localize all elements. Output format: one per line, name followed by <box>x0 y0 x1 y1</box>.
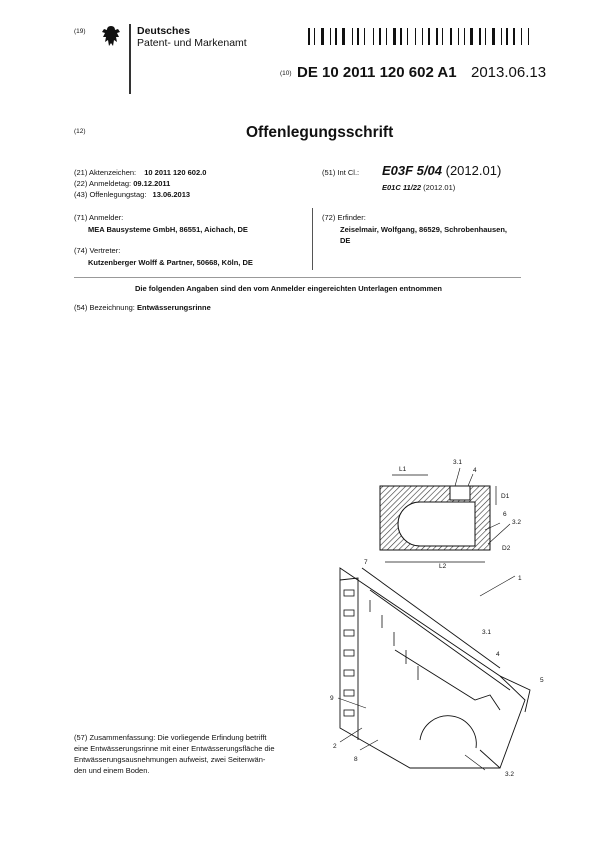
applicant-label: Anmelder: <box>89 213 124 222</box>
code-72: (72) <box>322 213 336 222</box>
code-22: (22) <box>74 179 88 188</box>
application-number-value: 10 2011 120 602.0 <box>144 168 207 177</box>
federal-eagle-logo <box>100 24 122 52</box>
ipc-secondary-class: E01C 11/22 <box>382 183 422 192</box>
barcode-bar <box>479 28 481 45</box>
document-type-title: Offenlegungsschrift <box>246 124 394 141</box>
ipc-secondary-row <box>382 183 455 192</box>
barcode-bar <box>454 28 455 45</box>
barcode-bar <box>321 28 324 45</box>
filing-date-label: Anmeldetag: <box>89 179 132 188</box>
barcode-bar <box>308 28 310 45</box>
barcode-bar <box>528 28 529 45</box>
barcode-bar <box>458 28 459 45</box>
abstract-line1-text: Die vorliegende Erfindung betrifft <box>157 733 267 742</box>
barcode-bar <box>446 28 449 45</box>
barcode-bar <box>460 28 462 45</box>
biblio-column-divider <box>312 208 313 270</box>
barcode-bar <box>475 28 476 45</box>
ipc-secondary-year: (2012.01) <box>423 183 456 192</box>
code-54: (54) <box>74 303 88 312</box>
barcode-bar <box>517 28 518 45</box>
barcode-bar <box>384 28 385 45</box>
barcode-bar <box>311 28 312 45</box>
barcode-bar <box>389 28 390 45</box>
barcode-bar <box>503 28 504 45</box>
barcode-bar <box>415 28 416 45</box>
label-3-1-mid: 3.1 <box>482 629 492 636</box>
label-5: 5 <box>540 677 544 684</box>
barcode-bar <box>373 28 374 45</box>
barcode-bar <box>489 28 491 45</box>
barcode-bar <box>521 28 522 45</box>
label-7: 7 <box>364 559 368 566</box>
application-number-row <box>74 168 206 177</box>
ipc-main-row <box>382 163 501 178</box>
barcode-bar <box>386 28 387 45</box>
barcode-bar <box>326 28 327 45</box>
label-8: 8 <box>354 756 358 763</box>
abstract-line1 <box>74 732 308 743</box>
code-19: (19) <box>74 28 86 35</box>
barcode-bar <box>352 28 353 45</box>
logo-flag-bar <box>129 24 131 94</box>
filing-date-value: 09.12.2011 <box>133 179 171 188</box>
barcode-bar <box>364 28 365 45</box>
label-4-mid: 4 <box>496 651 500 658</box>
publication-date: 2013.06.13 <box>471 64 547 81</box>
barcode-bar <box>482 28 483 45</box>
designation-value: Entwässerungsrinne <box>136 303 211 312</box>
applicant-value: MEA Bausysteme GmbH, 86551, Aichach, DE <box>88 225 248 234</box>
barcode-bar <box>428 28 430 45</box>
label-9: 9 <box>330 695 334 702</box>
publication-date-row <box>74 190 190 199</box>
barcode-bar <box>314 28 315 45</box>
barcode-bar <box>442 28 443 45</box>
patent-drawing <box>300 450 560 790</box>
label-3-2-top: 3.2 <box>512 519 522 526</box>
barcode-bar <box>492 28 495 45</box>
barcode-bar <box>354 28 355 45</box>
label-2: 2 <box>333 743 337 750</box>
ipc-main-class: E03F 5/04 <box>382 163 442 178</box>
barcode-bar <box>436 28 438 45</box>
applicant-notice: Die folgenden Angaben sind den vom Anmelder eingereichten Unterlagen entnommen <box>135 284 442 293</box>
designation-label: Bezeichnung: <box>89 303 135 312</box>
barcode-bar <box>318 28 320 45</box>
barcode-bar <box>532 28 534 45</box>
barcode-bar <box>407 28 408 45</box>
label-d2: D2 <box>502 545 511 552</box>
application-number-label: Aktenzeichen: <box>89 168 137 177</box>
label-3-1-top: 3.1 <box>453 459 463 466</box>
barcode-bar <box>410 28 412 45</box>
barcode-bar <box>330 28 331 45</box>
barcode-bar <box>417 28 420 45</box>
label-3-2-bottom: 3.2 <box>505 771 515 778</box>
abstract-block <box>74 732 308 776</box>
barcode-bar <box>405 28 406 45</box>
barcode-bar <box>497 28 498 45</box>
ipc-main-year: (2012.01) <box>445 163 502 178</box>
inventor-header <box>322 213 366 222</box>
barcode-bar <box>379 28 381 45</box>
barcode-bar <box>335 28 337 45</box>
designation-row <box>74 303 211 312</box>
channel-isometric-view <box>338 568 530 770</box>
barcode-bar <box>450 28 452 45</box>
office-name-line1: Deutsches <box>137 25 191 37</box>
barcode-bar <box>367 28 370 45</box>
barcode-bar <box>332 28 333 45</box>
code-21: (21) <box>74 168 88 177</box>
code-12: (12) <box>74 128 86 135</box>
code-57: (57) <box>74 733 88 742</box>
inventor-value-line1: Zeiselmair, Wolfgang, 86529, Schrobenhausen, <box>340 225 507 234</box>
label-l1: L1 <box>399 466 407 473</box>
barcode-bar <box>511 28 512 45</box>
barcode-bar <box>485 28 486 45</box>
document-barcode <box>308 28 550 45</box>
representative-header <box>74 246 120 255</box>
barcode-bar <box>501 28 502 45</box>
representative-value: Kutzenberger Wolff & Partner, 50668, Köln, DE <box>88 258 253 267</box>
barcode-bar <box>342 28 345 45</box>
publication-date-label: Offenlegungstag: <box>89 190 147 199</box>
inventor-value-line2: DE <box>340 236 351 245</box>
label-d1: D1 <box>501 493 510 500</box>
cross-section-detail <box>380 468 510 562</box>
ipc-label: Int Cl.: <box>337 168 360 177</box>
code-74: (74) <box>74 246 88 255</box>
barcode-bar <box>432 28 433 45</box>
barcode-bar <box>426 28 427 45</box>
barcode-bar <box>357 28 359 45</box>
notice-rule <box>74 277 521 278</box>
barcode-bar <box>347 28 349 45</box>
office-name-line2: Patent- und Markenamt <box>137 37 247 49</box>
barcode-bar <box>393 28 396 45</box>
abstract-line2: eine Entwässerungsrinne mit einer Entwässerungsfläche die <box>74 744 275 753</box>
barcode-bar <box>506 28 508 45</box>
label-4-top: 4 <box>473 467 477 474</box>
barcode-bar <box>362 28 363 45</box>
barcode-bar <box>340 28 341 45</box>
abstract-line3: Entwässerungsausnehmungen aufweist, zwei Seitenwän- <box>74 755 266 764</box>
abstract-label: Zusammenfassung: <box>89 733 156 742</box>
applicant-header <box>74 213 123 222</box>
barcode-bar <box>422 28 423 45</box>
label-l2: L2 <box>439 563 447 570</box>
code-10: (10) <box>280 70 292 77</box>
barcode-bar <box>523 28 526 45</box>
barcode-bar <box>375 28 377 45</box>
abstract-line4: den und einem Boden. <box>74 766 150 775</box>
code-71: (71) <box>74 213 88 222</box>
publication-number: DE 10 2011 120 602 A1 <box>297 64 457 81</box>
barcode-bar <box>397 28 398 45</box>
inventor-label: Erfinder: <box>337 213 366 222</box>
barcode-bar <box>439 28 440 45</box>
barcode-bar <box>400 28 402 45</box>
barcode-bar <box>468 28 469 45</box>
barcode-bar <box>470 28 473 45</box>
representative-label: Vertreter: <box>89 246 121 255</box>
label-1: 1 <box>518 575 522 582</box>
barcode-bar <box>464 28 465 45</box>
label-6: 6 <box>503 511 507 518</box>
filing-date-row <box>74 179 170 188</box>
publication-date-value: 13.06.2013 <box>152 190 191 199</box>
barcode-bar <box>513 28 515 45</box>
code-51 <box>322 168 359 177</box>
code-43: (43) <box>74 190 88 199</box>
code-51-text: (51) <box>322 168 336 177</box>
